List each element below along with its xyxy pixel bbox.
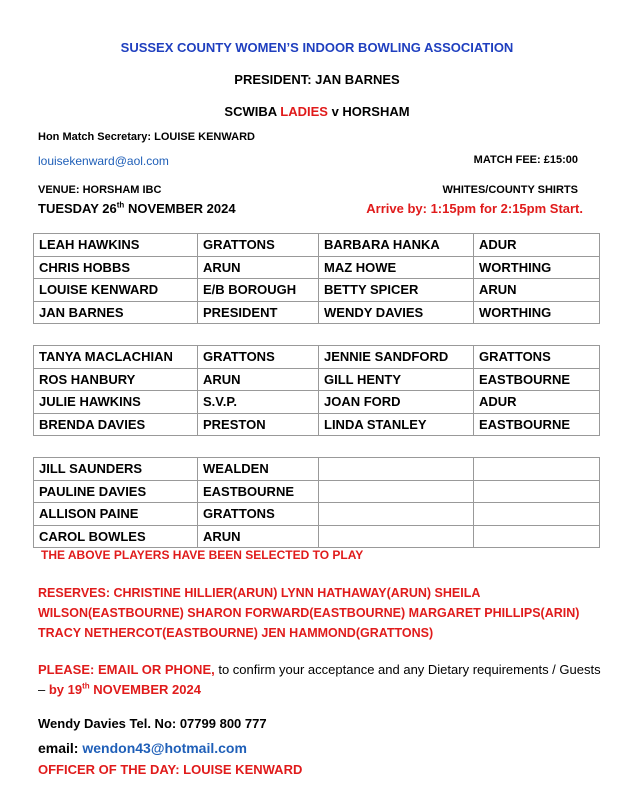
- club-cell: ARUN: [474, 279, 600, 302]
- table-row: [34, 346, 600, 369]
- player-name-cell: [319, 458, 474, 481]
- confirm-text: to confirm your acceptance and any Dietary requirements / Guests –: [38, 662, 601, 697]
- club-cell: WORTHING: [474, 256, 600, 279]
- player-name-cell: BARBARA HANKA: [319, 234, 474, 257]
- confirm-instructions: [38, 660, 603, 700]
- reply-by-suffix: th: [82, 681, 90, 691]
- reply-by-rest: NOVEMBER 2024: [89, 682, 201, 697]
- match-title: [0, 104, 634, 119]
- club-cell: ADUR: [474, 391, 600, 414]
- president-line: PRESIDENT: JAN BARNES: [234, 72, 400, 87]
- club-cell: ADUR: [474, 234, 600, 257]
- club-cell: ARUN: [198, 256, 319, 279]
- contact-email-link[interactable]: wendon43@hotmail.com: [82, 740, 247, 756]
- player-name-cell: ROS HANBURY: [34, 368, 198, 391]
- reply-by: [49, 682, 201, 697]
- table-row: [34, 234, 600, 257]
- match-ladies: LADIES: [280, 104, 328, 119]
- club-cell: PRESTON: [198, 413, 319, 436]
- table-row: [34, 480, 600, 503]
- player-name-cell: GILL HENTY: [319, 368, 474, 391]
- club-cell: GRATTONS: [198, 234, 319, 257]
- player-name-cell: LEAH HAWKINS: [34, 234, 198, 257]
- player-name-cell: BRENDA DAVIES: [34, 413, 198, 436]
- rink-table-2: [33, 345, 600, 436]
- club-cell: ARUN: [198, 525, 319, 548]
- reply-by-date: by 19: [48, 682, 83, 697]
- player-name-cell: PAULINE DAVIES: [34, 480, 198, 503]
- date-rest: NOVEMBER 2024: [124, 201, 236, 216]
- player-name-cell: CAROL BOWLES: [34, 525, 198, 548]
- club-cell: EASTBOURNE: [198, 480, 319, 503]
- rink-table-3: [33, 457, 600, 548]
- match-fee: MATCH FEE: £15:00: [473, 154, 578, 166]
- club-cell: GRATTONS: [198, 346, 319, 369]
- player-name-cell: WENDY DAVIES: [319, 301, 474, 324]
- club-cell: PRESIDENT: [198, 301, 319, 324]
- player-name-cell: LINDA STANLEY: [319, 413, 474, 436]
- date-suffix: th: [116, 200, 125, 210]
- table-row: [34, 391, 600, 414]
- club-cell: [474, 480, 600, 503]
- club-cell: S.V.P.: [198, 391, 319, 414]
- table-row: [34, 503, 600, 526]
- player-name-cell: [319, 480, 474, 503]
- club-cell: GRATTONS: [474, 346, 600, 369]
- match-suffix: v HORSHAM: [331, 104, 410, 119]
- table-row: [34, 368, 600, 391]
- table-row: [34, 301, 600, 324]
- match-prefix: SCWIBA: [224, 104, 277, 119]
- player-name-cell: [319, 525, 474, 548]
- rink-table-1: [33, 233, 600, 324]
- table-row: [34, 525, 600, 548]
- club-cell: EASTBOURNE: [474, 368, 600, 391]
- selected-notice: THE ABOVE PLAYERS HAVE BEEN SELECTED TO PLAY: [41, 548, 364, 562]
- contact-email-line: [38, 740, 247, 756]
- player-name-cell: ALLISON PAINE: [34, 503, 198, 526]
- arrival-time: Arrive by: 1:15pm for 2:15pm Start.: [366, 201, 583, 216]
- player-name-cell: JENNIE SANDFORD: [319, 346, 474, 369]
- player-name-cell: CHRIS HOBBS: [34, 256, 198, 279]
- club-cell: GRATTONS: [198, 503, 319, 526]
- club-cell: [474, 503, 600, 526]
- table-row: [34, 279, 600, 302]
- venue: VENUE: HORSHAM IBC: [38, 184, 162, 196]
- contact-phone: Wendy Davies Tel. No: 07799 800 777: [38, 716, 267, 731]
- please-contact: PLEASE: EMAIL OR PHONE,: [38, 662, 215, 677]
- table-row: [34, 256, 600, 279]
- association-title: SUSSEX COUNTY WOMEN’S INDOOR BOWLING ASSOCIATION: [120, 40, 514, 55]
- club-cell: WORTHING: [474, 301, 600, 324]
- table-row: [34, 458, 600, 481]
- table-row: [34, 413, 600, 436]
- player-name-cell: BETTY SPICER: [319, 279, 474, 302]
- officer-of-the-day: OFFICER OF THE DAY: LOUISE KENWARD: [38, 762, 303, 777]
- player-name-cell: JULIE HAWKINS: [34, 391, 198, 414]
- reserves-list: RESERVES: CHRISTINE HILLIER(ARUN) LYNN HATHAWAY(ARUN) SHEILA WILSON(EASTBOURNE) SHARON FORWARD(EASTBOURNE) MARGARET PHILLIPS(ARIN) TRACY NETHERCOT(EASTBOURNE) JEN HAMMOND(GRATTONS): [38, 586, 580, 640]
- player-name-cell: JILL SAUNDERS: [34, 458, 198, 481]
- club-cell: [474, 458, 600, 481]
- email-label: email:: [38, 740, 83, 756]
- club-cell: EASTBOURNE: [474, 413, 600, 436]
- player-name-cell: JOAN FORD: [319, 391, 474, 414]
- player-name-cell: TANYA MACLACHIAN: [34, 346, 198, 369]
- secretary-email-link[interactable]: louisekenward@aol.com: [38, 154, 169, 168]
- match-secretary: Hon Match Secretary: LOUISE KENWARD: [38, 131, 255, 143]
- player-name-cell: JAN BARNES: [34, 301, 198, 324]
- player-name-cell: [319, 503, 474, 526]
- club-cell: [474, 525, 600, 548]
- club-cell: WEALDEN: [198, 458, 319, 481]
- club-cell: E/B BOROUGH: [198, 279, 319, 302]
- player-name-cell: MAZ HOWE: [319, 256, 474, 279]
- player-name-cell: LOUISE KENWARD: [34, 279, 198, 302]
- date-day: TUESDAY 26: [38, 201, 117, 216]
- club-cell: ARUN: [198, 368, 319, 391]
- dress-code: WHITES/COUNTY SHIRTS: [442, 184, 578, 196]
- match-date: [38, 201, 236, 216]
